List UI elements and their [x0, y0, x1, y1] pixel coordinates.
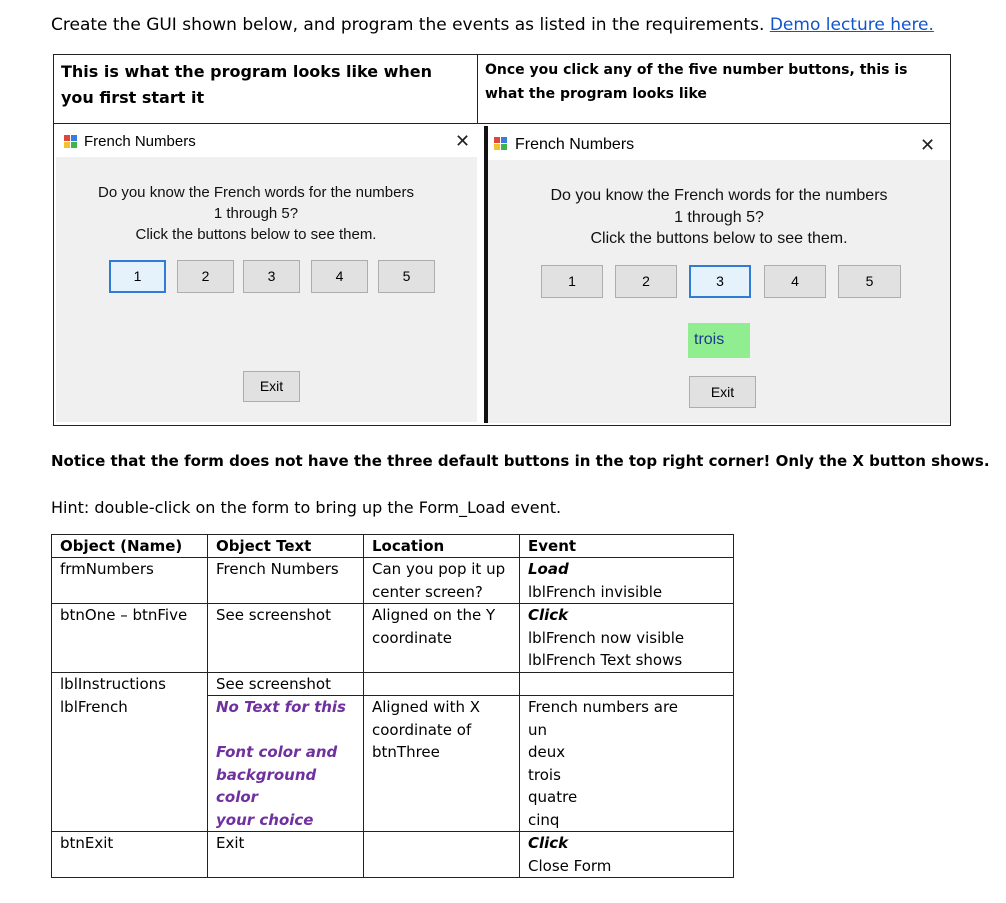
- exit-button[interactable]: Exit: [689, 376, 756, 408]
- app-icon: [64, 135, 78, 149]
- cell-location: Aligned with X coordinate of btnThree: [364, 696, 520, 832]
- window-title: French Numbers: [515, 136, 635, 153]
- window-title: French Numbers: [84, 133, 196, 150]
- header-location: Location: [364, 535, 520, 558]
- cell-event: French numbers are un deux trois quatre cinq: [520, 696, 734, 832]
- table-row: [52, 672, 734, 696]
- cell-text: No Text for this Font color and background color your choice: [208, 696, 364, 832]
- number-button-3[interactable]: 3: [243, 260, 300, 293]
- intro-text: Create the GUI shown below, and program the events as listed in the requirements.: [51, 15, 765, 35]
- close-icon[interactable]: ✕: [455, 131, 471, 151]
- form-after-click-screenshot: [488, 127, 950, 423]
- cell-name: frmNumbers: [52, 558, 208, 604]
- cell-text: Exit: [208, 832, 364, 878]
- cell-text: French Numbers: [208, 558, 364, 604]
- close-icon[interactable]: ✕: [920, 135, 936, 155]
- table-row: [52, 696, 734, 832]
- comparison-table: [53, 54, 951, 426]
- hint-text: Hint: double-click on the form to bring up the Form_Load event.: [51, 498, 562, 517]
- exit-button[interactable]: Exit: [243, 371, 300, 402]
- cell-name: lblInstructions: [52, 672, 208, 696]
- intro-line: [51, 15, 934, 35]
- number-button-1[interactable]: 1: [541, 265, 603, 298]
- header-object-text: Object Text: [208, 535, 364, 558]
- number-button-4[interactable]: 4: [764, 265, 826, 298]
- cell-event: Click Close Form: [520, 832, 734, 878]
- requirements-table: [51, 534, 734, 878]
- instructions-label: Do you know the French words for the numbers 1 through 5? Click the buttons below to see them.: [550, 187, 888, 247]
- cell-event: Click lblFrench now visible lblFrench Text shows: [520, 604, 734, 673]
- title-bar: [56, 126, 477, 157]
- notice-text: Notice that the form does not have the three default buttons in the top right corner! Only the X button shows.: [51, 452, 990, 470]
- cell-event: [520, 672, 734, 696]
- cell-name: btnExit: [52, 832, 208, 878]
- table-header-row: [52, 535, 734, 558]
- cell-text: See screenshot: [208, 604, 364, 673]
- demo-lecture-link[interactable]: Demo lecture here.: [769, 15, 934, 35]
- cell-name: btnOne – btnFive: [52, 604, 208, 673]
- table-row: [52, 558, 734, 604]
- app-icon: [494, 137, 508, 151]
- cell-text: See screenshot: [208, 672, 364, 696]
- number-button-2[interactable]: 2: [615, 265, 677, 298]
- form-initial-screenshot: [56, 126, 477, 422]
- number-button-1[interactable]: 1: [109, 260, 166, 293]
- instructions-label: Do you know the French words for the numbers 1 through 5? Click the buttons below to see them.: [98, 184, 414, 243]
- header-event: Event: [520, 535, 734, 558]
- cell-name: lblFrench: [52, 696, 208, 832]
- table-row: [52, 832, 734, 878]
- cell-location: Can you pop it up center screen?: [364, 558, 520, 604]
- cell-location: [364, 672, 520, 696]
- title-bar: [488, 127, 950, 160]
- number-button-5[interactable]: 5: [838, 265, 901, 298]
- after-click-header: Once you click any of the five number buttons, this is what the program looks like: [485, 62, 908, 102]
- cell-location: [364, 832, 520, 878]
- cell-event: Load lblFrench invisible: [520, 558, 734, 604]
- table-row: [52, 604, 734, 673]
- header-object-name: Object (Name): [52, 535, 208, 558]
- first-start-header: This is what the program looks like when you first start it: [61, 62, 433, 107]
- number-button-4[interactable]: 4: [311, 260, 368, 293]
- number-button-2[interactable]: 2: [177, 260, 234, 293]
- number-button-3[interactable]: 3: [689, 265, 751, 298]
- french-word-label: trois: [688, 323, 750, 358]
- number-button-5[interactable]: 5: [378, 260, 435, 293]
- cell-location: Aligned on the Y coordinate: [364, 604, 520, 673]
